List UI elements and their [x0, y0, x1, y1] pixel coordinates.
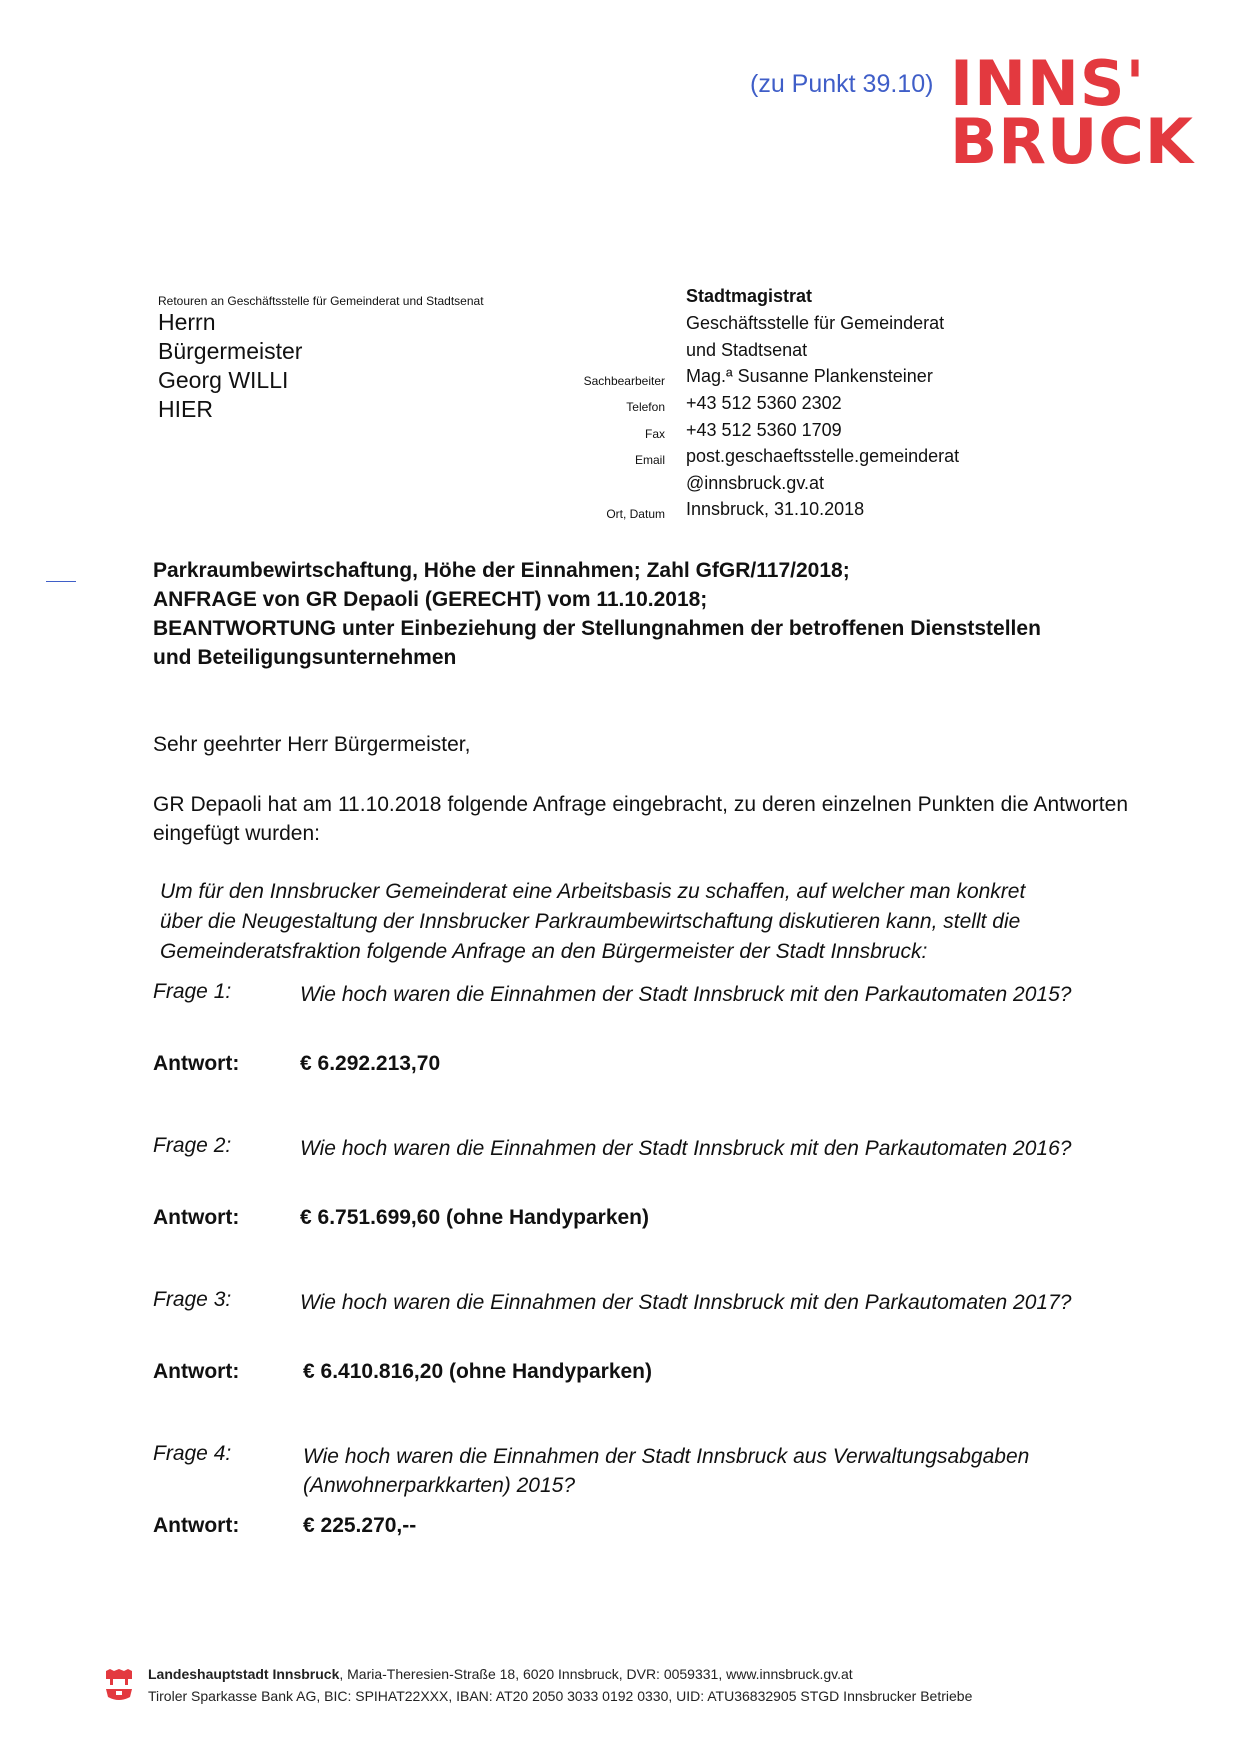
answer-label: Antwort: — [153, 1514, 240, 1537]
place-date: Innsbruck, 31.10.2018 — [686, 499, 865, 519]
quote-line: über die Neugestaltung der Innsbrucker Parkraumbewirtschaftung diskutieren kann, stellt die — [160, 910, 1021, 933]
email-line-1: post.geschaeftsstelle.gemeinderat — [686, 446, 960, 466]
subject-line: BEANTWORTUNG unter Einbeziehung der Stellungnahmen der betroffenen Dienststellen — [153, 617, 1041, 640]
sender-dept-2: und Stadtsenat — [686, 340, 808, 360]
footer-address: , Maria-Theresien-Straße 18, 6020 Innsbruck, DVR: 0059331, www.innsbruck.gv.at — [339, 1666, 853, 1682]
recipient-line: HIER — [158, 396, 213, 422]
subject-block — [153, 556, 1133, 672]
fax-label: Fax — [644, 427, 665, 441]
recipient-line: Bürgermeister — [158, 338, 303, 364]
question-text: Wie hoch waren die Einnahmen der Stadt Innsbruck mit den Parkautomaten 2017? — [300, 1291, 1072, 1314]
sender-org: Stadtmagistrat — [686, 286, 813, 306]
quoted-request — [160, 877, 1120, 967]
question-text: Wie hoch waren die Einnahmen der Stadt Innsbruck mit den Parkautomaten 2015? — [300, 983, 1072, 1006]
subject-line: ANFRAGE von GR Depaoli (GERECHT) vom 11.10.2018; — [153, 588, 708, 611]
margin-marker — [46, 581, 76, 582]
answer-label: Antwort: — [153, 1360, 240, 1383]
answer-value: € 6.410.816,20 (ohne Handyparken) — [303, 1360, 652, 1383]
sender-dept-1: Geschäftsstelle für Gemeinderat — [686, 313, 945, 333]
subject-line: und Beteiligungsunternehmen — [153, 646, 457, 669]
date-label: Ort, Datum — [606, 507, 665, 521]
answer-label: Antwort: — [153, 1052, 240, 1075]
quote-line: Um für den Innsbrucker Gemeinderat eine Arbeitsbasis zu schaffen, auf welcher man konkret — [160, 880, 1026, 903]
question-label: Frage 3: — [153, 1288, 232, 1311]
clerk-name: Mag.ª Susanne Plankensteiner — [686, 366, 933, 386]
answer-value: € 225.270,-- — [303, 1514, 417, 1537]
logo-line-2: BRUCK — [950, 105, 1194, 178]
clerk-label: Sachbearbeiter — [583, 374, 665, 388]
return-note: Retouren an Geschäftsstelle für Gemeinderat und Stadtsenat — [158, 294, 484, 308]
intro-paragraph: GR Depaoli hat am 11.10.2018 folgende Anfrage eingebracht, zu deren einzelnen Punkten die Antworten eingefügt wurden: — [153, 793, 1128, 845]
question-text: Wie hoch waren die Einnahmen der Stadt Innsbruck mit den Parkautomaten 2016? — [300, 1137, 1072, 1160]
footer-city: Landeshauptstadt Innsbruck — [148, 1666, 340, 1682]
recipient-line: Herrn — [158, 309, 216, 335]
logo-line-1: INNS' — [950, 47, 1146, 120]
answer-value: € 6.751.699,60 (ohne Handyparken) — [300, 1206, 649, 1229]
email-label: Email — [634, 453, 665, 467]
reference-note: (zu Punkt 39.10) — [750, 70, 934, 98]
answer-label: Antwort: — [153, 1206, 240, 1229]
city-crest-icon — [104, 1667, 134, 1708]
email-line-2: @innsbruck.gv.at — [686, 473, 824, 493]
question-text: Wie hoch waren die Einnahmen der Stadt Innsbruck aus Verwaltungsabgaben (Anwohnerparkkarten) 2015? — [303, 1445, 1030, 1497]
innsbruck-logo — [950, 47, 1194, 178]
recipient-line: Georg WILLI — [158, 367, 289, 393]
greeting: Sehr geehrter Herr Bürgermeister, — [153, 733, 471, 756]
question-label: Frage 2: — [153, 1134, 232, 1157]
fax-number: +43 512 5360 1709 — [686, 420, 842, 440]
footer-line-1 — [148, 1666, 853, 1682]
quote-line: Gemeinderatsfraktion folgende Anfrage an den Bürgermeister der Stadt Innsbruck: — [160, 940, 928, 963]
question-label: Frage 1: — [153, 980, 232, 1003]
phone-number: +43 512 5360 2302 — [686, 393, 842, 413]
question-label: Frage 4: — [153, 1442, 232, 1465]
answer-value: € 6.292.213,70 — [300, 1052, 441, 1075]
subject-line: Parkraumbewirtschaftung, Höhe der Einnahmen; Zahl GfGR/117/2018; — [153, 559, 850, 582]
recipient-address — [158, 308, 302, 424]
footer-bank: Tiroler Sparkasse Bank AG, BIC: SPIHAT22XXX, IBAN: AT20 2050 3033 0192 0330, UID: ATU36832905 STGD Innsbrucker Betriebe — [148, 1688, 973, 1704]
phone-label: Telefon — [626, 400, 665, 414]
